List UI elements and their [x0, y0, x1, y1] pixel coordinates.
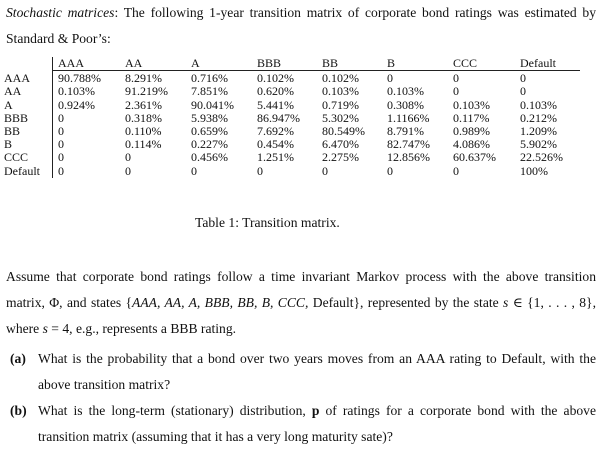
table-cell: 0.103%	[453, 97, 490, 112]
table-cell: 0.102%	[322, 71, 359, 86]
table-row	[2, 99, 580, 112]
table-cell: 0.117%	[453, 110, 490, 125]
question-text-post: of ratings for a corporate bond with the above transition matrix (assuming that it has a very long maturity sate)?	[38, 403, 596, 444]
table-cell: 4.086%	[453, 137, 490, 152]
table-cell: 0.212%	[520, 110, 557, 125]
row-label: B	[2, 138, 53, 151]
table-cell: 0.308%	[387, 97, 424, 112]
table-cell: 0	[125, 150, 131, 165]
question-text: What is the probability that a bond over two years moves from an AAA rating to Default, with the above transition matrix?	[38, 351, 596, 392]
table-cell: 60.637%	[453, 150, 496, 165]
table-cell: 6.470%	[322, 137, 359, 152]
table-cell: 0	[387, 163, 393, 178]
state-list: AAA, AA, A, BBB, BB, B, CCC,	[132, 295, 309, 310]
table-cell: 0	[191, 163, 197, 178]
table-body	[2, 71, 580, 178]
row-label: AAA	[2, 71, 53, 86]
table-row	[2, 165, 580, 178]
distribution-symbol: p	[311, 403, 320, 418]
table-cell: 0.989%	[453, 124, 490, 139]
question-text-pre: What is the long-term (stationary) distribution,	[38, 403, 312, 418]
table-cell: 0	[58, 137, 64, 152]
table-cell: 0.659%	[191, 124, 228, 139]
question-label: (b)	[10, 403, 27, 418]
table-cell: 5.938%	[191, 110, 228, 125]
intro-paragraph	[6, 0, 596, 52]
assume-text-2: Default}, represented by the state	[308, 295, 504, 310]
table-cell: 7.851%	[191, 84, 228, 99]
column-header: B	[385, 57, 451, 71]
state-variable: s	[503, 295, 509, 310]
row-label: BB	[2, 125, 53, 138]
state-variable: s	[42, 321, 48, 336]
table-cell: 0.103%	[322, 84, 359, 99]
table-cell: 0.716%	[191, 71, 228, 86]
assume-text-4: = 4, e.g., represents a BBB rating.	[47, 321, 237, 336]
table-cell: 5.902%	[520, 137, 557, 152]
table-cell: 0.103%	[520, 97, 557, 112]
table-cell: 0.103%	[387, 84, 424, 99]
assume-text-1: Assume that corporate bond ratings follow a time invariant Markov process with the above transition matrix, Φ, and states {	[6, 269, 596, 310]
table-cell: 0.103%	[58, 84, 95, 99]
table-cell: 1.1166%	[387, 110, 430, 125]
table-cell: 0.719%	[322, 97, 359, 112]
column-header: BB	[320, 57, 385, 71]
table-cell: 8.791%	[387, 124, 424, 139]
row-label: AA	[2, 85, 53, 98]
column-header: AAA	[53, 57, 124, 71]
table-cell: 0	[58, 124, 64, 139]
column-header: AA	[123, 57, 189, 71]
table-cell: 90.041%	[191, 97, 234, 112]
row-label: BBB	[2, 112, 53, 125]
table-cell: 1.209%	[520, 124, 557, 139]
intro-lead: Stochastic matrices	[6, 5, 115, 20]
table-cell: 80.549%	[322, 124, 365, 139]
table-cell: 0	[125, 163, 131, 178]
table-cell: 0.227%	[191, 137, 228, 152]
row-label: CCC	[2, 151, 53, 164]
table-cell: 0	[58, 163, 64, 178]
table-cell: 0	[453, 71, 459, 86]
question-label: (a)	[10, 351, 26, 366]
table-cell: 0.924%	[58, 97, 95, 112]
intro-text: : The following 1-year transition matrix of corporate bond ratings was estimated by Standard & Poor’s:	[6, 5, 597, 46]
table-cell: 0	[257, 163, 263, 178]
table-cell: 0	[520, 71, 526, 86]
table-cell: 7.692%	[257, 124, 294, 139]
table-cell: 0	[58, 150, 64, 165]
table-cell: 5.441%	[257, 97, 294, 112]
column-header: BBB	[255, 57, 320, 71]
table-cell: 22.526%	[520, 150, 563, 165]
question-b	[10, 398, 596, 450]
table-row	[2, 71, 580, 86]
table-row	[2, 151, 580, 164]
question-a	[10, 346, 596, 398]
table-cell: 0	[387, 71, 393, 86]
row-label: A	[2, 99, 53, 112]
table-cell: 0	[520, 84, 526, 99]
table-cell: 2.361%	[125, 97, 162, 112]
table-header-row	[2, 57, 580, 71]
table-cell: 1.251%	[257, 150, 294, 165]
table-cell: 0	[58, 110, 64, 125]
table-cell: 0.620%	[257, 84, 294, 99]
table-cell: 0.318%	[125, 110, 162, 125]
table-cell: 90.788%	[58, 71, 101, 86]
question-text	[10, 398, 596, 450]
header-corner	[2, 57, 53, 71]
table-cell: 0	[322, 163, 328, 178]
table-cell: 86.947%	[257, 110, 300, 125]
table-cell: 8.291%	[125, 71, 162, 86]
assume-text-3: ∈ {1, . . . , 8}, where	[6, 295, 596, 336]
table-cell: 5.302%	[322, 110, 359, 125]
table-cell: 0.456%	[191, 150, 228, 165]
table-caption: Table 1: Transition matrix.	[195, 215, 340, 230]
table-cell: 2.275%	[322, 150, 359, 165]
column-header: CCC	[451, 57, 518, 71]
table-cell: 12.856%	[387, 150, 430, 165]
table-cell: 0.110%	[125, 124, 162, 139]
table-cell: 100%	[520, 163, 548, 178]
table-cell: 0.114%	[125, 137, 162, 152]
row-label: Default	[2, 165, 53, 178]
table-cell: 0.454%	[257, 137, 294, 152]
table-cell: 0	[453, 163, 459, 178]
table-cell: 0	[453, 84, 459, 99]
assumption-paragraph	[6, 264, 596, 342]
transition-matrix-table	[2, 57, 580, 178]
table-cell: 82.747%	[387, 137, 430, 152]
table-cell: 91.219%	[125, 84, 168, 99]
column-header: A	[189, 57, 255, 71]
table-row	[2, 85, 580, 98]
table-cell: 0.102%	[257, 71, 294, 86]
column-header: Default	[518, 57, 580, 71]
